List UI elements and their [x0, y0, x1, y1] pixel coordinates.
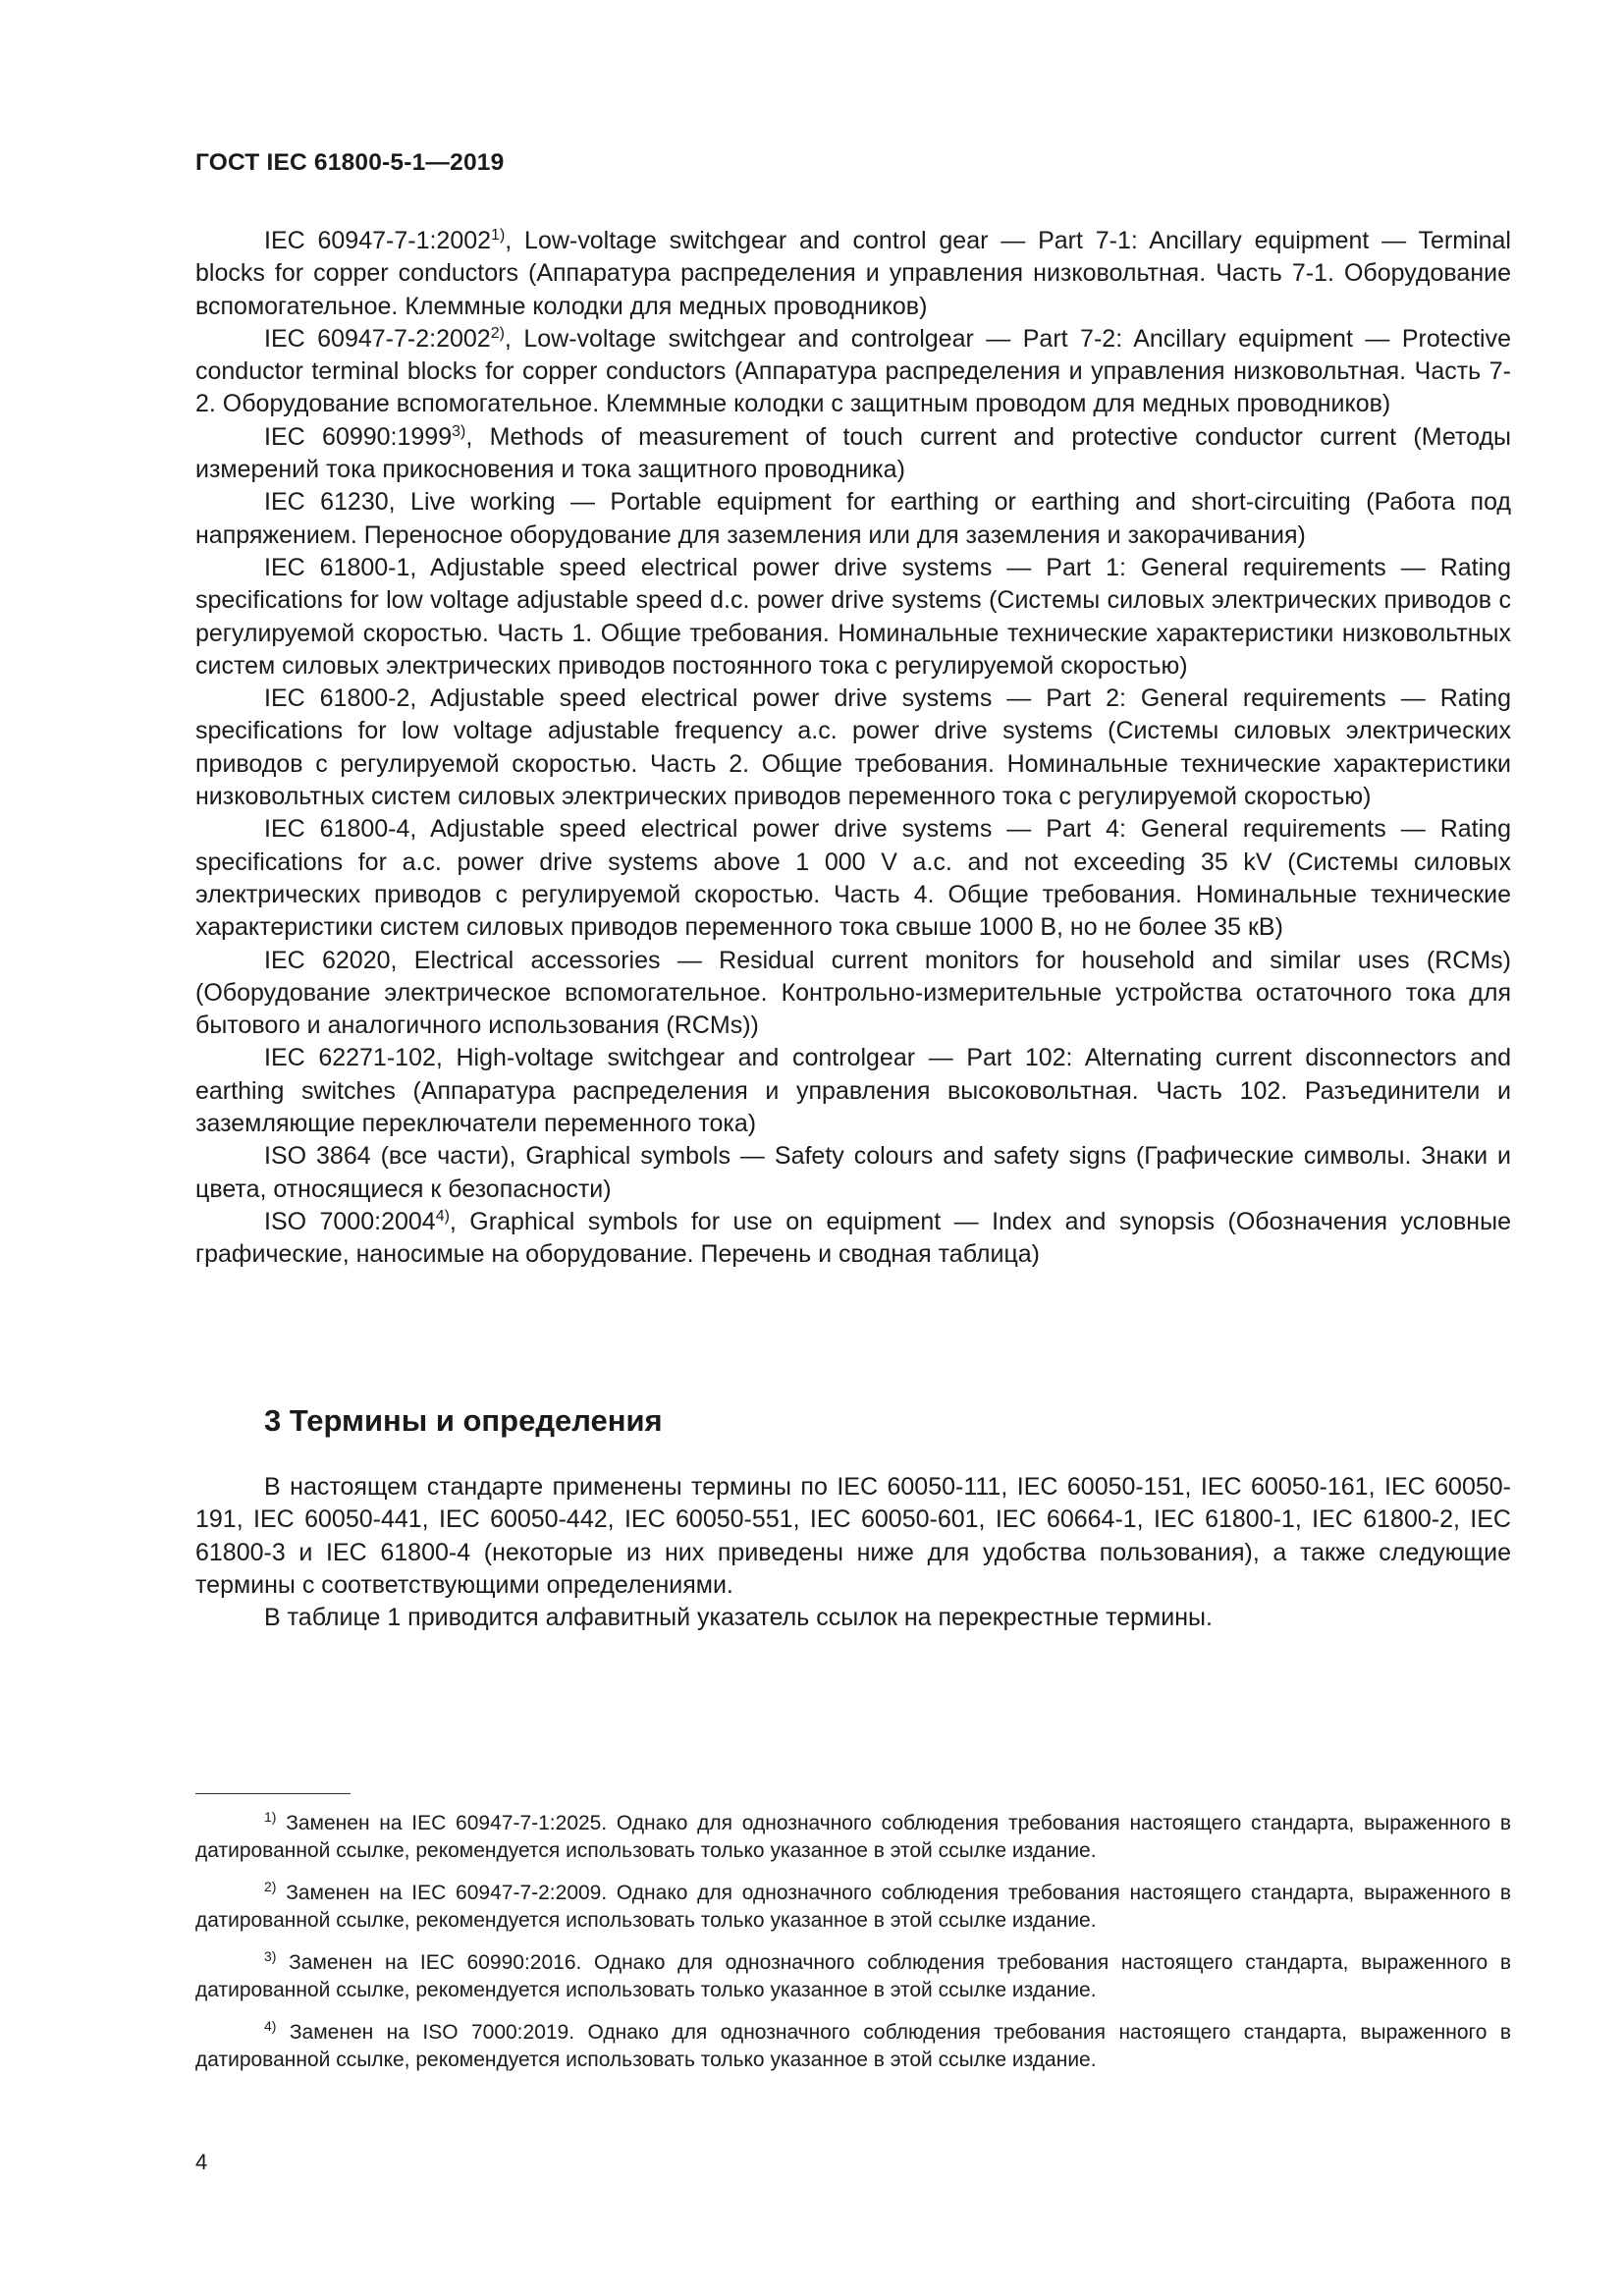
footnote-text: Заменен на IEC 60947-7-2:2009. Однако для однозначного соблюдения требования настоящего стандарта, выраженного в датированной ссылке, рекомендуется использовать только указанное в этой ссылке издание. [195, 1882, 1511, 1932]
section-title: 3 Термины и определения [264, 1403, 663, 1438]
reference-code: ISO 3864 [264, 1142, 371, 1171]
footnote-text: Заменен на ISO 7000:2019. Однако для однозначного соблюдения требования настоящего стандарта, выраженного в датированной ссылке, рекомендуется использовать только указанное в этой ссылке издание. [195, 2021, 1511, 2071]
reference-item [195, 421, 1511, 487]
reference-item [195, 323, 1511, 421]
footnotes [195, 1810, 1511, 2089]
reference-item [195, 683, 1511, 813]
footnote-number: 4) [264, 2018, 277, 2034]
section-paragraph: В настоящем стандарте применены термины по IEC 60050-111, IEC 60050-151, IEC 60050-161, IEC 60050-191, IEC 60050-441, IEC 60050-442, IEC 60050-551, IEC 60050-601, IEC 60664-1, IEC 61800-1, IEC 61800-2, IEC 61800-3 и IEC 61800-4 (некоторые из них приведены ниже для удобства пользования), а также следующие термины с соответствующими определениями. [195, 1473, 1511, 1599]
reference-text: , Adjustable speed electrical power drive systems — Part 4: General requirements — Rating specifications for a.c. power drive systems above 1 000 V a.c. and not exceeding 35 kV (Системы силовых электрических приводов с регулируемой скоростью. Часть 4. Общие требования. Номинальные технические характеристики систем силовых приводов переменного тока свыше 1000 В, но не более 35 кВ) [195, 815, 1511, 942]
footnote-divider [195, 1793, 351, 1794]
reference-code: IEC 60947-7-1:2002 [264, 227, 492, 254]
reference-code: IEC 62020 [264, 946, 391, 974]
footnote-number: 2) [264, 1879, 277, 1894]
footnote-number: 1) [264, 1809, 277, 1825]
reference-item [195, 1140, 1511, 1206]
reference-text: , Graphical symbols for use on equipment — Index and synopsis (Обозначения условные графические, наносимые на оборудование. Перечень и сводная таблица) [195, 1207, 1511, 1269]
footnote-number: 3) [264, 1948, 277, 1964]
reference-code: ISO 7000:2004 [264, 1207, 436, 1235]
footnote-text: Заменен на IEC 60947-7-1:2025. Однако для однозначного соблюдения требования настоящего стандарта, выраженного в датированной ссылке, рекомендуется использовать только указанное в этой ссылке издание. [195, 1812, 1511, 1862]
reference-item [195, 945, 1511, 1043]
footnote [195, 1949, 1511, 2003]
reference-text: , Low-voltage switchgear and controlgear — Part 7-2: Ancillary equipment — Protective conductor terminal blocks for copper conductors (Аппаратура распределения и управления низковольтная. Часть 7-2. Оборудование вспомогательное. Клеммные колодки с защитным проводом для медных проводников) [195, 324, 1511, 418]
reference-text: , Methods of measurement of touch current and protective conductor current (Методы измерений тока прикосновения и тока защитного проводника) [195, 422, 1511, 484]
footnote [195, 2019, 1511, 2073]
reference-text: , Low-voltage switchgear and control gear — Part 7-1: Ancillary equipment — Terminal blocks for copper conductors (Аппаратура распределения и управления низковольтная. Часть 7-1. Оборудование вспомогательное. Клеммные колодки для медных проводников) [195, 227, 1511, 320]
reference-code: IEC 61800-4 [264, 815, 410, 844]
reference-code: IEC 62271-102 [264, 1044, 436, 1072]
footnote-text: Заменен на IEC 60990:2016. Однако для однозначного соблюдения требования настоящего стандарта, выраженного в датированной ссылке, рекомендуется использовать только указанное в этой ссылке издание. [195, 1951, 1511, 2001]
reference-item [195, 1206, 1511, 1272]
reference-code: IEC 61800-1 [264, 553, 410, 581]
reference-text: , Live working — Portable equipment for earthing or earthing and short-circuiting (Работа под напряжением. Переносное оборудование для заземления или для заземления и закорачивания) [195, 488, 1512, 549]
footnote [195, 1880, 1511, 1934]
footnote-marker[interactable]: 2) [490, 324, 505, 342]
footnote-marker[interactable]: 3) [452, 422, 466, 440]
reference-code: IEC 61230 [264, 488, 389, 517]
reference-code: IEC 60947-7-2:2002 [264, 324, 491, 353]
reference-item [195, 813, 1511, 944]
page-number: 4 [195, 2150, 208, 2174]
document-header: ГОСТ IEC 61800-5-1—2019 [195, 149, 505, 176]
reference-item [195, 552, 1511, 683]
reference-text: , High-voltage switchgear and controlgear — Part 102: Alternating current disconnectors and earthing switches (Аппаратура распределения и управления высоковольтная. Часть 102. Разъединители и заземляющие переключатели переменного тока) [195, 1044, 1511, 1138]
footnote-marker[interactable]: 4) [435, 1207, 450, 1225]
section-body [195, 1471, 1511, 1634]
reference-code: IEC 61800-2 [264, 684, 410, 713]
footnote-marker[interactable]: 1) [491, 227, 506, 244]
reference-text: , Adjustable speed electrical power drive systems — Part 2: General requirements — Rating specifications for low voltage adjustable frequency a.c. power drive systems (Системы силовых электрических приводов с регулируемой скоростью. Часть 2. Общие требования. Номинальные технические характеристики низковольтных систем силовых электрических приводов переменного тока с регулируемой скоростью) [195, 684, 1511, 811]
reference-text: (все части), Graphical symbols — Safety colours and safety signs (Графические символы. Знаки и цвета, относящиеся к безопасности) [195, 1142, 1511, 1203]
reference-text: , Electrical accessories — Residual current monitors for household and similar uses (RCMs) (Оборудование электрическое вспомогательное. Контрольно-измерительные устройства остаточного тока для бытового и аналогичного использования (RCMs)) [195, 946, 1512, 1040]
section-paragraph: В таблице 1 приводится алфавитный указатель ссылок на перекрестные термины. [264, 1604, 1213, 1632]
reference-item [195, 1042, 1511, 1140]
reference-text: , Adjustable speed electrical power drive systems — Part 1: General requirements — Rating specifications for low voltage adjustable speed d.c. power drive systems (Системы силовых электрических приводов с регулируемой скоростью. Часть 1. Общие требования. Номинальные технические характеристики низковольтных систем силовых электрических приводов постоянного тока с регулируемой скоростью) [195, 553, 1511, 680]
reference-item [195, 486, 1511, 552]
reference-code: IEC 60990:1999 [264, 422, 453, 451]
footnote [195, 1810, 1511, 1864]
reference-item [195, 225, 1511, 323]
normative-references-list [195, 225, 1511, 1272]
